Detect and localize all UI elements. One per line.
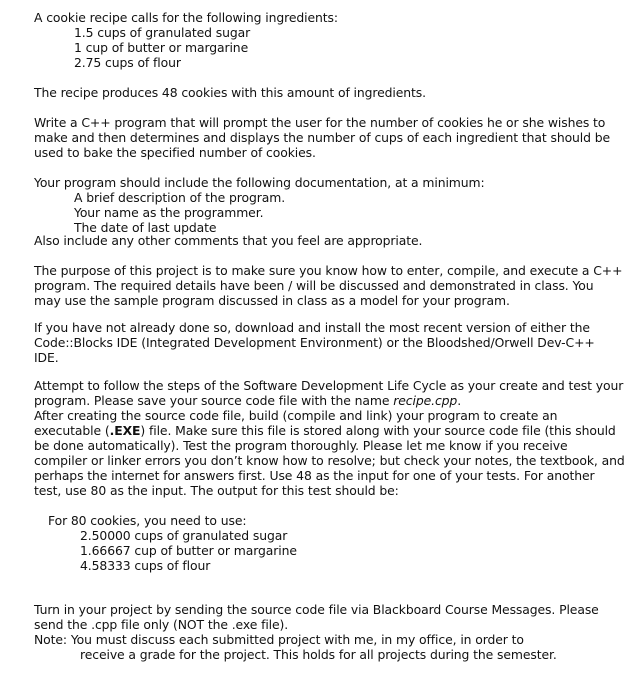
note-line-2: receive a grade for the project. This holds for all projects during the semester.	[80, 647, 557, 662]
turnin-line-2: send the .cpp file only (NOT the .exe file).	[34, 617, 289, 632]
ingredient-flour: 2.75 cups of flour	[74, 55, 181, 70]
documentation-item-name: Your name as the programmer.	[74, 205, 264, 220]
yield-line: The recipe produces 48 cookies with this amount of ingredients.	[34, 85, 426, 100]
ingredient-butter: 1 cup of butter or margarine	[74, 40, 249, 55]
sdlc-line-4-rest: ) file. Make sure this file is stored along with your source code file (this should	[140, 423, 616, 438]
purpose-line-1: The purpose of this project is to make sure you know how to enter, compile, and execute a C++	[34, 263, 623, 278]
sdlc-line-1: Attempt to follow the steps of the Software Development Life Cycle as your create and test your	[34, 378, 624, 393]
sdlc-line-6: compiler or linker errors you don’t know how to resolve; but check your notes, the textbook, and	[34, 453, 625, 468]
task-line-3: used to bake the specified number of cookies.	[34, 145, 316, 160]
sdlc-line-4	[34, 423, 616, 438]
ide-line-2: Code::Blocks IDE (Integrated Development Environment) or the Bloodshed/Orwell Dev-C++	[34, 335, 595, 350]
ide-line-1: If you have not already done so, download and install the most recent version of either the	[34, 320, 590, 335]
ide-line-3: IDE.	[34, 350, 59, 365]
intro-line: A cookie recipe calls for the following ingredients:	[34, 10, 338, 25]
sdlc-line-8: test, use 80 as the input. The output for this test should be:	[34, 483, 399, 498]
purpose-line-2: program. The required details have been / will be discussed and demonstrated in class. You	[34, 278, 594, 293]
sdlc-line-7: perhaps the internet for answers first. Use 48 as the input for one of your tests. For another	[34, 468, 595, 483]
documentation-after: Also include any other comments that you feel are appropriate.	[34, 233, 423, 248]
task-line-1: Write a C++ program that will prompt the user for the number of cookies he or she wishes to	[34, 115, 606, 130]
documentation-item-description: A brief description of the program.	[74, 190, 286, 205]
output-flour: 4.58333 cups of flour	[80, 558, 211, 573]
sdlc-line-2-end: .	[457, 393, 462, 408]
output-butter: 1.66667 cup of butter or margarine	[80, 543, 297, 558]
sdlc-line-4-start: executable (	[34, 423, 110, 438]
documentation-item-date: The date of last update	[74, 220, 217, 235]
purpose-line-3: may use the sample program discussed in class as a model for your program.	[34, 293, 510, 308]
documentation-line: Your program should include the following documentation, at a minimum:	[34, 175, 485, 190]
note-line-1: Note: You must discuss each submitted project with me, in my office, in order to	[34, 632, 524, 647]
ingredient-sugar: 1.5 cups of granulated sugar	[74, 25, 251, 40]
sdlc-line-2-text: program. Please save your source code file with the name	[34, 393, 394, 408]
output-line: For 80 cookies, you need to use:	[48, 513, 247, 528]
turnin-line-1: Turn in your project by sending the source code file via Blackboard Course Messages. Please	[34, 602, 599, 617]
task-line-2: make and then determines and displays the number of cups of each ingredient that should be	[34, 130, 611, 145]
sdlc-line-2	[34, 393, 461, 408]
exe-extension: .EXE	[109, 423, 141, 438]
sdlc-line-3: After creating the source code file, build (compile and link) your program to create an	[34, 408, 558, 423]
sdlc-line-5: be done automatically). Test the program thoroughly. Please let me know if you receive	[34, 438, 568, 453]
output-sugar: 2.50000 cups of granulated sugar	[80, 528, 288, 543]
filename-recipe-cpp: recipe.cpp	[393, 393, 458, 408]
